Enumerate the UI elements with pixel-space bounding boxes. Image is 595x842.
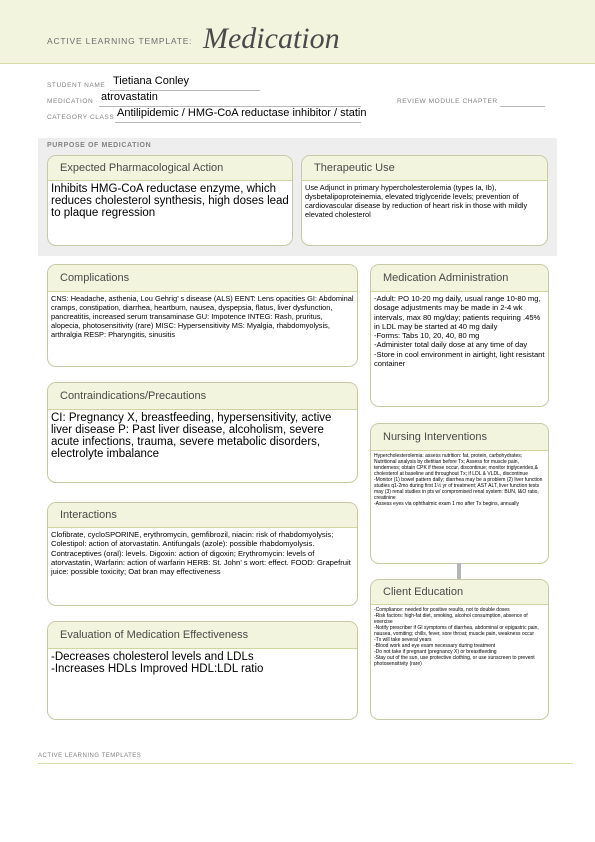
evaluation-box xyxy=(47,621,358,720)
footer-label: ACTIVE LEARNING TEMPLATES xyxy=(38,753,142,759)
category-class-label: CATEGORY CLASS xyxy=(47,114,115,121)
medication-administration-text[interactable] xyxy=(371,292,548,368)
client-education-title: Client Education xyxy=(371,580,548,605)
complications-box xyxy=(47,264,358,367)
template-label: ACTIVE LEARNING TEMPLATE: xyxy=(47,36,193,46)
administration-line: -Store in cool environment in airtight, light resistant container xyxy=(374,349,545,369)
education-line: -Tx will take several years xyxy=(374,637,432,643)
education-line: -Stay out of the sun, use protective clothing, or use sunscreen to prevent photosensitivity (rare) xyxy=(374,655,535,667)
therapeutic-use-box xyxy=(301,155,548,246)
evaluation-line: -Increases HDLs Improved HDL:LDL ratio xyxy=(51,663,264,675)
medication-administration-box xyxy=(370,264,549,407)
therapeutic-use-text[interactable]: Use Adjunct in primary hypercholesterolemia (types Ia, Ib), dysbetalipoproteinemia, elevated triglyceride levels; prevention of cardiovascular disease by reduction of heart risk in those with mildly elevated cholesterol xyxy=(305,183,528,219)
student-name-field[interactable]: Tietiana Conley xyxy=(113,75,190,87)
education-line: -Compliance: needed for positive results, not to double doses xyxy=(374,607,510,613)
page-title: Medication xyxy=(203,22,340,55)
nursing-interventions-text[interactable] xyxy=(371,451,548,507)
complications-text[interactable]: CNS: Headache, asthenia, Lou Gehrig’ s disease (ALS) EENT: Lens opacities GI: Abdominal cramps, constipation, diarrhea, heartburn, nausea, dyspepsia, flatus, liver dysfunction, pancreatitis, increased serum transaminase GU: Impotence INTEG: Rash, pruritus, alopecia, photosensitivity (rare) MISC: Hypersensitivity MS: Myalgia, rhabdomyolysis, arthralgia RESP: Pharyngitis, sinusitis xyxy=(51,294,354,339)
review-module-label: REVIEW MODULE CHAPTER xyxy=(397,98,498,105)
client-education-box xyxy=(370,579,549,720)
administration-line: -Adult: PO 10-20 mg daily, usual range 10-80 mg, dosage adjustments may be made in 2-4 wk intervals, max 80 mg/day; patients requiring .45% in LDL may be started at 40 mg daily xyxy=(374,294,541,331)
review-module-underline[interactable] xyxy=(500,106,545,107)
nursing-line: -Assess eyes via ophthalmic exam 1 mo after Tx begins, annually xyxy=(374,501,519,507)
nursing-line: Hypercholesterolemia: assess nutrition: fat, protein, carbohydrates; Nutritional analysis by dietitian before Tx; Assess for muscle pain, tenderness; obtain CPK if these occur, discontinue; monitor triglycerides,& cholesterol at baseline and throughout Tx; if LDL & VLDL, discontinue xyxy=(374,453,538,477)
administration-line: -Forms: Tabs 10, 20, 40, 80 mg xyxy=(374,331,480,341)
purpose-label: PURPOSE OF MEDICATION xyxy=(47,142,152,149)
education-line: -Notify prescriber if GI symptoms of diarrhea, abdominal or epigastric pain, nausea, vomiting; chills, fever, sore throat; muscle pain, weakness occur xyxy=(374,625,539,637)
expected-action-text[interactable]: Inhibits HMG-CoA reductase enzyme, which reduces cholesterol synthesis, high doses lead to plaque regression xyxy=(51,183,289,219)
section-connector xyxy=(457,563,461,579)
student-name-label: STUDENT NAME xyxy=(47,82,106,89)
client-education-text[interactable] xyxy=(371,605,548,667)
contraindications-box xyxy=(47,382,358,483)
evaluation-line: -Decreases cholesterol levels and LDLs xyxy=(51,651,254,663)
expected-action-box xyxy=(47,155,293,246)
category-class-field[interactable]: Antilipidemic / HMG-CoA reductase inhibitor / statin xyxy=(117,107,367,119)
evaluation-text[interactable] xyxy=(48,649,357,675)
therapeutic-use-title: Therapeutic Use xyxy=(302,156,547,181)
contraindications-title: Contraindications/Precautions xyxy=(48,383,357,410)
medication-label: MEDICATION xyxy=(47,98,94,105)
nursing-interventions-box xyxy=(370,423,549,564)
education-line: -Blood work and eye exam necessary during treatment xyxy=(374,643,496,649)
medication-field[interactable]: atrovastatin xyxy=(101,91,158,103)
expected-action-title: Expected Pharmacological Action xyxy=(48,156,292,181)
medication-administration-title: Medication Administration xyxy=(371,265,548,292)
evaluation-title: Evaluation of Medication Effectiveness xyxy=(48,622,357,649)
nursing-line: -Monitor (1) bowel pattern daily; diarrhea may be a problem (2) liver function studies q1-2mo during first 1½ yr of treatment; AST ALT, liver function tests may (3) renal studies in pts w/ compromised renal system: BUN, I&O ratio, creatinine xyxy=(374,477,543,501)
interactions-box xyxy=(47,502,358,606)
education-line: -Risk factors: high-fat diet, smoking, alcohol consumption, absence of exercise xyxy=(374,613,528,625)
administration-line: -Administer total daily dose at any time of day xyxy=(374,340,528,350)
complications-title: Complications xyxy=(48,265,357,292)
interactions-title: Interactions xyxy=(48,503,357,528)
interactions-text[interactable]: Clofibrate, cycloSPORINE, erythromycin, gemfibrozil, niacin: risk of rhabdomyolysis; Colestipol: action of atorvastatin. Antifungals (azole): possible rhabdomyolysis. Contraceptives (oral): levels. Digoxin: action of digoxin; Erythromycin: levels of atorvastatin, Warfarin: action of warfarin HERB: St. John’ s wort: effect. FOOD: Grapefruit juice: possible toxicity; Oat bran may effectiveness xyxy=(51,530,351,577)
contraindications-text[interactable]: CI: Pregnancy X, breastfeeding, hypersensitivity, active liver disease P: Past liver disease, alcoholism, severe acute infections, trauma, severe metabolic disorders, electrolyte imbalance xyxy=(51,412,332,460)
education-line: -Do not take if pregnant (pregnancy X) or breastfeeding xyxy=(374,649,497,655)
footer-divider xyxy=(38,763,573,764)
category-class-underline xyxy=(115,122,361,123)
nursing-interventions-title: Nursing Interventions xyxy=(371,424,548,451)
